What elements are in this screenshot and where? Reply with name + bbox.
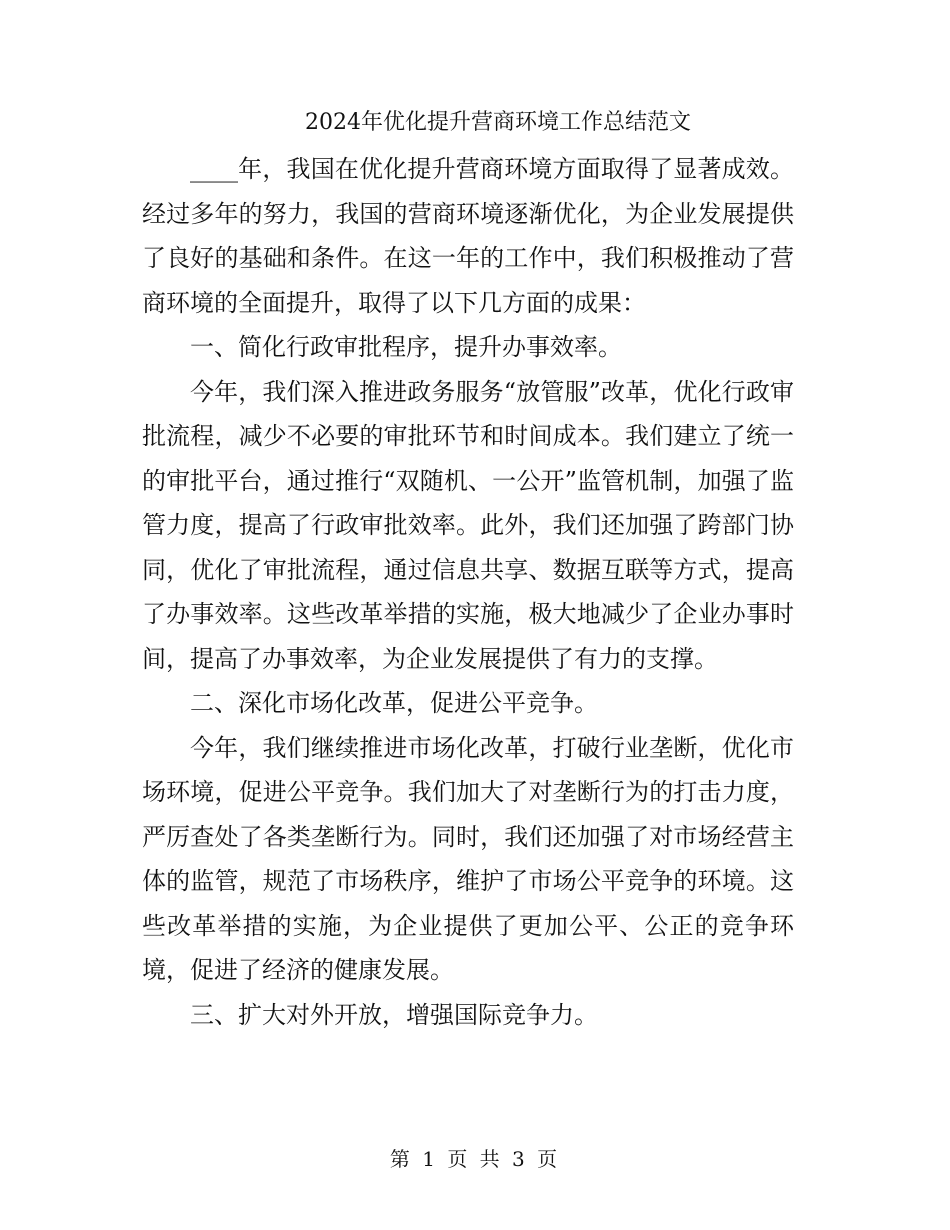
section-heading-3: 三、扩大对外开放，增强国际竞争力。 bbox=[190, 1000, 598, 1029]
section-body-1: 今年，我们深入推进政务服务“放管服”改革，优化行政审批流程，减少不必要的审批环节和时间成本。我们建立了统一的审批平台，通过推行“双随机、一公开”监管机制，加强了监管力度，提高了行政审批效率。此外，我们还加强了跨部门协同，优化了审批流程，通过信息共享、数据互联等方式，提高了办事效率。这些改革举措的实施，极大地减少了企业办事时间，提高了办事效率，为企业发展提供了有力的支撑。 bbox=[142, 377, 794, 673]
section-heading-2: 二、深化市场化改革，促进公平竞争。 bbox=[190, 689, 598, 717]
section-heading-1: 一、简化行政审批程序，提升办事效率。 bbox=[190, 333, 622, 361]
intro-text: 年，我国在优化提升营商环境方面取得了显著成效。经过多年的努力，我国的营商环境逐渐优化，为企业发展提供了良好的基础和条件。在这一年的工作中，我们积极推动了营商环境的全面提升，取得了以下几方面的成果： bbox=[142, 155, 794, 317]
intro-blank: ____ bbox=[190, 155, 238, 183]
intro-paragraph bbox=[142, 147, 794, 325]
section-body-2: 今年，我们继续推进市场化改革，打破行业垄断，优化市场环境，促进公平竞争。我们加大了对垄断行为的打击力度，严厉查处了各类垄断行为。同时，我们还加强了对市场经营主体的监管，规范了市场秩序，维护了市场公平竞争的环境。这些改革举措的实施，为企业提供了更加公平、公正的竞争环境，促进了经济的健康发展。 bbox=[142, 733, 794, 984]
page-number: 第 1 页 共 3 页 bbox=[389, 1147, 561, 1171]
document-body bbox=[142, 101, 794, 1037]
document-title: 2024年优化提升营商环境工作总结范文 bbox=[305, 110, 691, 135]
